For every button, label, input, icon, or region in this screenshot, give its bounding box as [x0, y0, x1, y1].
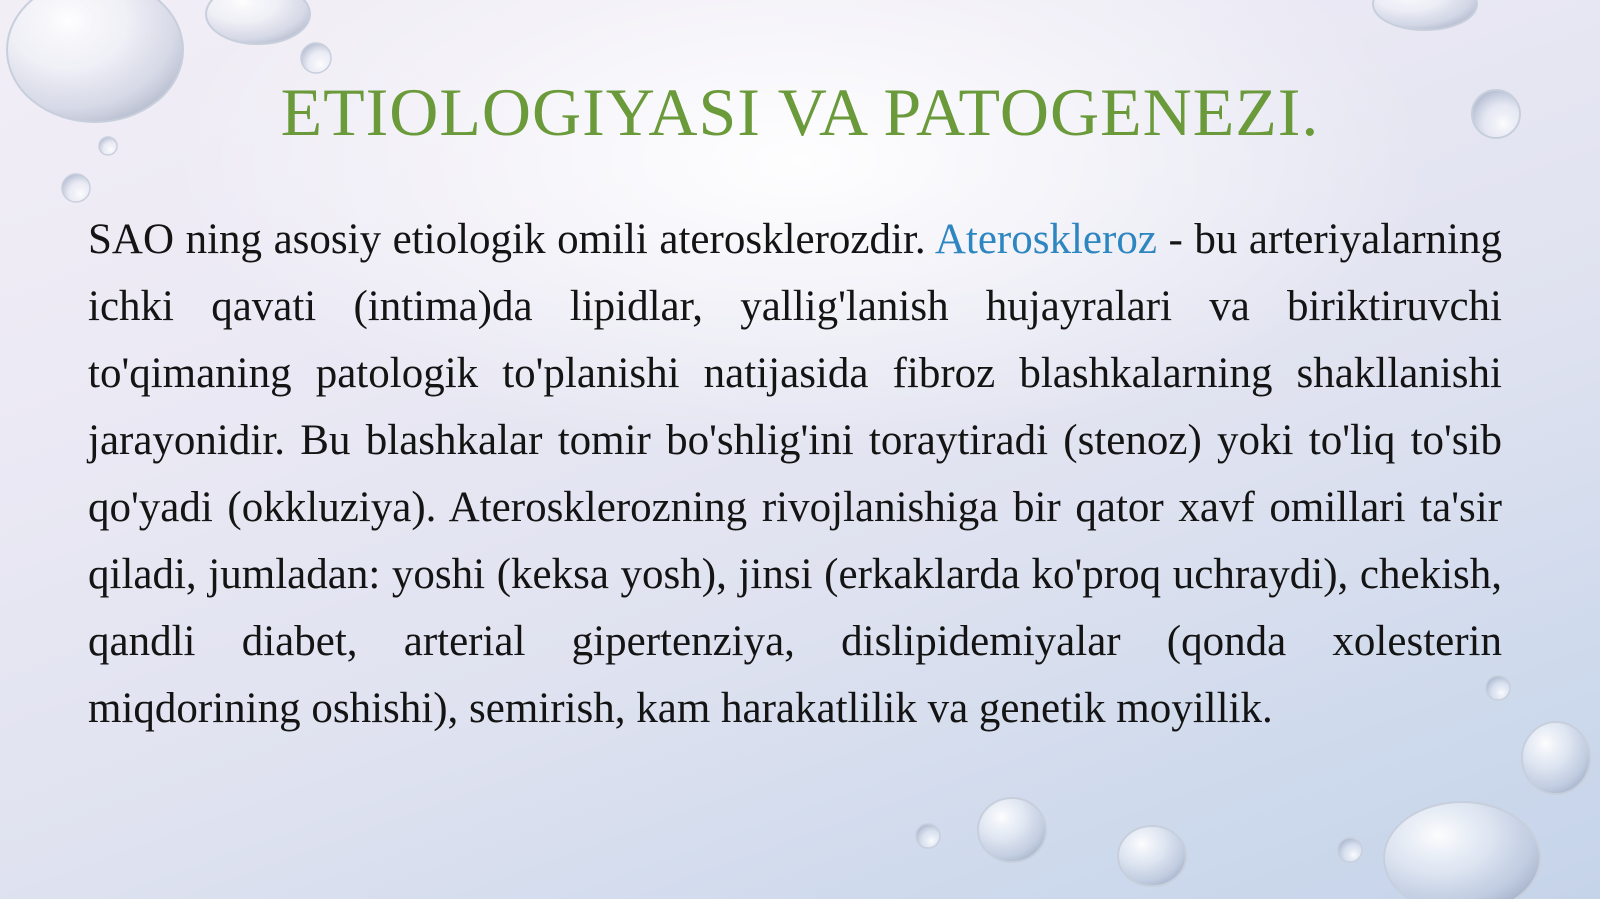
- body-text-rest: - bu arteriyalarning ichki qavati (intima)da lipidlar, yallig'lanish hujayralari va biriktiruvchi to'qimaning patologik to'planishi natijasida fibroz blashkalarning shakllanishi jarayonidir. Bu blashkalar tomir bo'shlig'ini toraytiradi (stenoz) yoki to'liq to'sib qo'yadi (okkluziya). Aterosklerozning rivojlanishiga bir qator xavf omillari ta'sir qiladi, jumladan: yoshi (keksa yosh), jinsi (erkaklarda ko'proq uchraydi), chekish, qandli diabet, arterial gipertenziya, dislipidemiyalar (qonda xolesterin miqdorining oshishi), semirish, kam harakatlilik va genetik moyillik.: [88, 216, 1502, 732]
- slide-body-text: [88, 206, 1502, 742]
- body-text-intro: SAO ning asosiy etiologik omili aterosklerozdir.: [88, 216, 935, 263]
- drop-top-right-large: [1373, 0, 1477, 30]
- slide-title: ETIOLOGIYASI VA PATOGENEZI.: [280, 74, 1320, 150]
- drop-bottom-3: [1118, 826, 1186, 886]
- drop-right-medium: [1522, 722, 1590, 794]
- drop-top-left-medium: [206, 0, 310, 44]
- drop-small-1: [301, 43, 331, 73]
- drop-bottom-2: [978, 798, 1046, 862]
- highlighted-term: Ateroskleroz: [934, 216, 1157, 263]
- drop-bottom-4: [1338, 838, 1362, 862]
- drop-bottom-right-large: [1384, 802, 1540, 899]
- drop-bottom-1: [916, 824, 940, 848]
- drop-small-3: [62, 174, 90, 202]
